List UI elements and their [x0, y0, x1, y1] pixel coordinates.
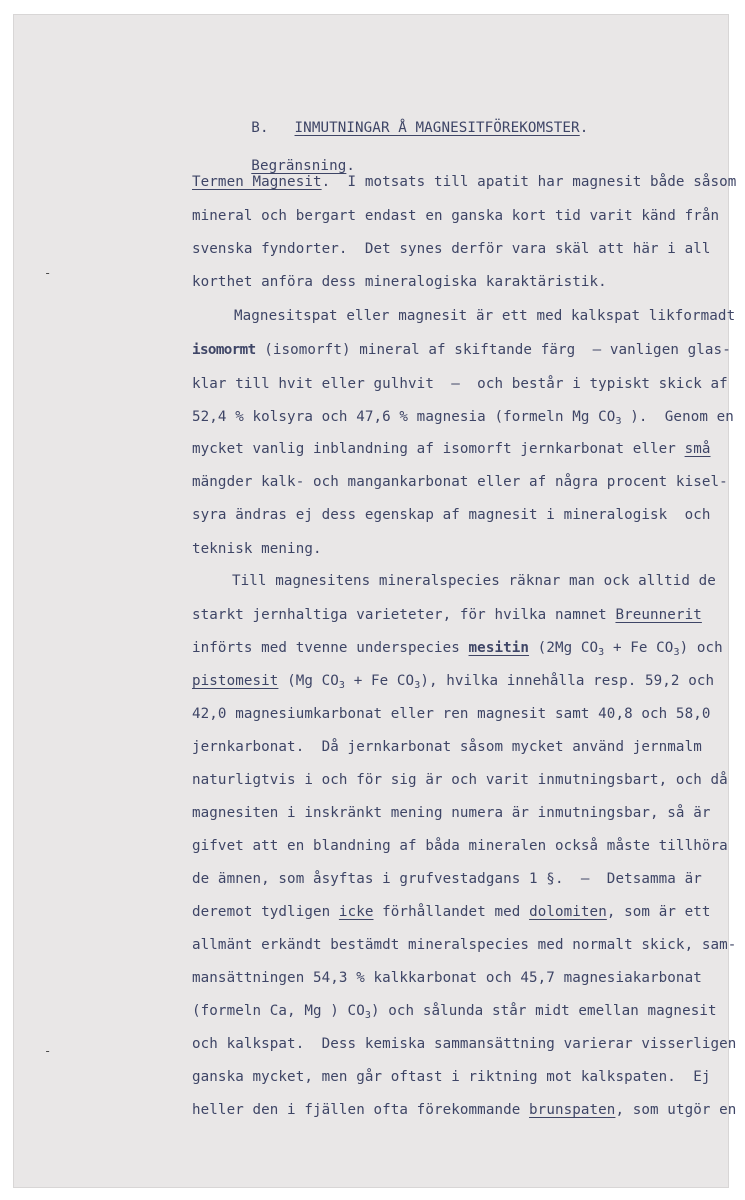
p2-line-5: mycket vanlig inblandning af isomorft jernkarbonat eller små: [192, 441, 711, 457]
subheading-text: Begränsning: [251, 158, 347, 174]
term-icke: icke: [338, 904, 374, 920]
p2-line-7: syra ändras ej dess egenskap af magnesit i mineralogisk och: [192, 507, 711, 523]
p2-line-1: Magnesitspat eller magnesit är ett med kalkspat likformadt: [234, 308, 736, 324]
p3-line-2: starkt jernhaltiga varieteter, för hvilka namnet Breunnerit: [192, 607, 702, 623]
p3-line-5: 42,0 magnesiumkarbonat eller ren magnesit samt 40,8 och 58,0: [192, 706, 711, 722]
p1-line-2: mineral och bergart endast en ganska kort tid varit känd från: [192, 208, 720, 224]
p2-line-2: isomormt (isomorft) mineral af skiftande färg — vanligen glas-: [192, 342, 731, 358]
term-pistomesit: pistomesit: [192, 673, 279, 689]
p3-line-9: gifvet att en blandning af båda mineralen också måste tillhöra: [192, 838, 728, 854]
margin-tick-mark: -: [44, 1044, 52, 1058]
p1-line-1: Termen Magnesit. I motsats till apatit har magnesit både såsom: [192, 174, 737, 190]
p3-line-17: heller den i fjällen ofta förekommande brunspaten, som utgör en: [192, 1102, 737, 1118]
p3-line-3: införts med tvenne underspecies mesitin (2Mg $CO_3 + Fe$ $CO_3$) och: [192, 640, 723, 658]
p2-line-4: 52,4 % kolsyra och 47,6 % magnesia (formeln Mg $CO_3$ ). Genom en: [192, 409, 734, 427]
margin-tick-mark: -: [44, 266, 52, 280]
p3-line-12: allmänt erkändt bestämdt mineralspecies med normalt skick, sam-: [192, 937, 737, 953]
term-mesitin: mesitin: [468, 640, 530, 656]
p3-line-1: Till magnesitens mineralspecies räknar man ock alltid de: [232, 573, 716, 589]
p3-line-6: jernkarbonat. Då jernkarbonat såsom mycket använd jernmalm: [192, 739, 702, 755]
p3-line-11: deremot tydligen icke förhållandet med dolomiten, som är ett: [192, 904, 711, 920]
p3-line-10: de ämnen, som åsyftas i grufvestadgans 1 §. — Detsamma är: [192, 871, 702, 887]
section-letter: B.: [251, 120, 269, 136]
p2-line-6: mängder kalk- och mangankarbonat eller af några procent kisel-: [192, 474, 728, 490]
struck-word: isomormt: [192, 342, 256, 358]
p3-line-15: och kalkspat. Dess kemiska sammansättning varierar visserligen: [192, 1036, 737, 1052]
term-magnesit: Termen Magnesit: [192, 174, 322, 190]
term-brunspaten: brunspaten: [529, 1102, 616, 1118]
term-breunnerit: Breunnerit: [615, 607, 702, 623]
p2-line-3: klar till hvit eller gulhvit — och består i typiskt skick af: [192, 376, 728, 392]
subheading: Begränsning.: [251, 158, 356, 174]
p3-line-16: ganska mycket, men går oftast i riktning mot kalkspaten. Ej: [192, 1069, 711, 1085]
p3-line-14: (formeln Ca, Mg ) $CO_3$) och sålunda står midt emellan magnesit: [192, 1003, 717, 1021]
p3-line-13: mansättningen 54,3 % kalkkarbonat och 45,7 magnesiakarbonat: [192, 970, 702, 986]
p2-line-8: teknisk mening.: [192, 541, 322, 557]
p3-line-7: naturligtvis i och för sig är och varit inmutningsbart, och då: [192, 772, 728, 788]
section-title: INMUTNINGAR Å MAGNESITFÖREKOMSTER: [294, 120, 580, 136]
p1-line-3: svenska fyndorter. Det synes derför vara skäl att här i all: [192, 241, 711, 257]
term-dolomiten: dolomiten: [529, 904, 607, 920]
section-heading: B. INMUTNINGAR Å MAGNESITFÖREKOMSTER.: [251, 120, 589, 136]
p3-line-4: pistomesit (Mg $CO_3 + Fe$ $CO_3$), hvilka innehålla resp. 59,2 och: [192, 673, 715, 691]
p3-line-8: magnesiten i inskränkt mening numera är inmutningsbar, så är: [192, 805, 711, 821]
p1-line-4: korthet anföra dess mineralogiska karaktäristik.: [192, 274, 607, 290]
